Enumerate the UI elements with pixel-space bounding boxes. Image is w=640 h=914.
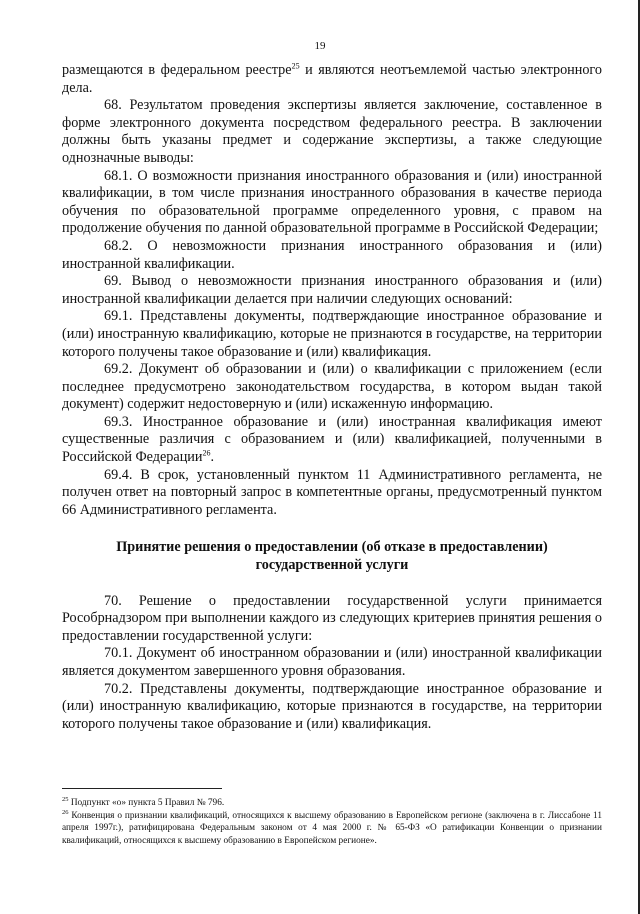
paragraph-68 bbox=[62, 97, 602, 167]
paragraph-text: 69.2. Документ об образовании и (или) о квалификации с приложением (если последнее предусмотрено законодательством государства, в котором выдан такой документ) содержит недостоверную и (или) искаженную информацию. bbox=[62, 361, 602, 413]
paragraph-text: 68.2. О невозможности признания иностранного образования и (или) иностранной квалификации. bbox=[62, 237, 602, 272]
footnote-divider bbox=[62, 788, 222, 789]
footnote-ref[interactable]: 26 bbox=[202, 448, 211, 458]
paragraph-text-tail: . bbox=[210, 449, 215, 466]
paragraph-text: размещаются в федеральном реестре bbox=[62, 62, 292, 78]
paragraph-text: 70.2. Представлены документы, подтверждающие иностранное образование и (или) иностранную квалификацию, которые признаются в государстве, на территории которого получены такое образование и (или) квалификация. bbox=[62, 680, 602, 732]
paragraph-69 bbox=[62, 273, 602, 308]
paragraph-text: 68.1. О возможности признания иностранного образования и (или) иностранной квалификации, в том числе признания иностранного образования в качестве периода обучения по образовательной программе определенного уровня, с правом на продолжение обучения по данной образовательной программе в Российской Федерации; bbox=[62, 167, 602, 237]
paragraph-text: 69.1. Представлены документы, подтверждающие иностранное образование и (или) иностранную квалификацию, которые не признаются в государстве, на территории которого получены такое образование и (или) квалификация. bbox=[62, 308, 602, 360]
page-number: 19 bbox=[314, 40, 326, 52]
paragraph-69-3 bbox=[62, 414, 602, 467]
paragraph-68-2 bbox=[62, 238, 602, 273]
footnote-25 bbox=[62, 797, 602, 810]
paragraph-69-2 bbox=[62, 361, 602, 414]
paragraph-text: 69.3. Иностранное образование и (или) иностранная квалификация имеют существенные различия с образованием и (или) квалификацией, полученными в Российской Федерации bbox=[62, 413, 602, 466]
paragraph-68-1 bbox=[62, 168, 602, 238]
footnote-ref[interactable]: 25 bbox=[291, 61, 300, 71]
paragraph-69-4 bbox=[62, 467, 602, 520]
paragraph-text: 70.1. Документ об иностранном образовании и (или) иностранной квалификации является документом завершенного уровня образования. bbox=[62, 645, 602, 679]
paragraph-70-2 bbox=[62, 681, 602, 734]
footnote-text: Подпункт «о» пункта 5 Правил № 796. bbox=[68, 798, 225, 808]
paragraph-text: 70. Решение о предоставлении государственной услуги принимается Рособрнадзором при выполнении каждого из следующих критериев принятия решения о предоставлении государственной услуги: bbox=[62, 592, 602, 644]
paragraph-70-1 bbox=[62, 645, 602, 680]
paragraph-70 bbox=[62, 593, 602, 646]
footnotes bbox=[62, 788, 602, 847]
footnote-number: 26 bbox=[62, 808, 69, 816]
footnote-text: Конвенция о признании квалификаций, относящихся к высшему образованию в Европейском регионе (заключена в г. Лиссабоне 11 апреля 1997г.), ратифицирована Федеральным законом от 4 мая 2000 г. № 65-ФЗ «О ратификации Конвенции о признании квалификаций, относящихся к высшему образованию в Европейском регионе». bbox=[62, 810, 602, 846]
body-text bbox=[62, 62, 602, 733]
paragraph-text: 69.4. В срок, установленный пунктом 11 Административного регламента, не получен ответ на повторный запрос в компетентные органы, предусмотренный пунктом 66 Административного регламента. bbox=[62, 466, 602, 518]
paragraph-text: 68. Результатом проведения экспертизы является заключение, составленное в форме электронного документа посредством федерального реестра. В заключении должны быть указаны предмет и содержание экспертизы, а также следующие однозначные выводы: bbox=[62, 97, 602, 166]
paragraph-text: 69. Вывод о невозможности признания иностранного образования и (или) иностранной квалификации делается при наличии следующих оснований: bbox=[62, 273, 602, 307]
paragraph-text-tail: и являются неотъемлемой частью электронного дела. bbox=[62, 62, 602, 96]
paragraph-continuation bbox=[62, 62, 602, 97]
paragraph-69-1 bbox=[62, 308, 602, 361]
footnote-number: 25 bbox=[62, 795, 69, 803]
section-heading: Принятие решения о предоставлении (об отказе в предоставлении) государственной услуги bbox=[116, 539, 548, 574]
footnote-26 bbox=[62, 810, 602, 848]
